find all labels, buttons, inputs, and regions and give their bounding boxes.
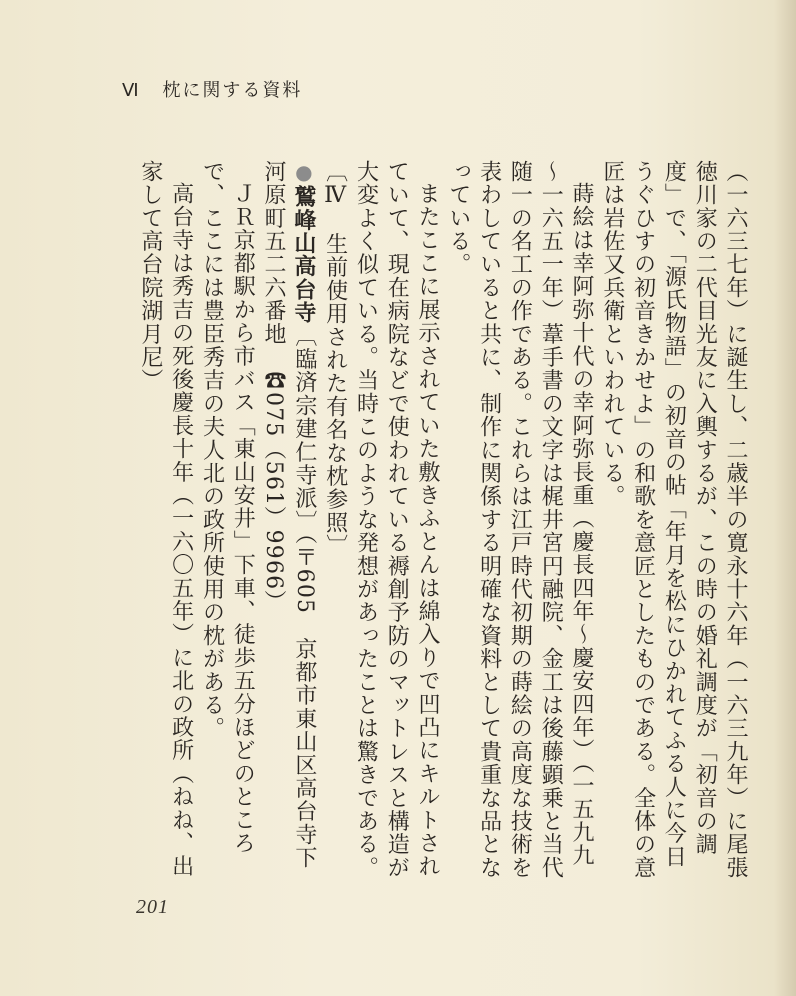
paragraph-4: ＪＲ京都駅から市バス「東山安井」下車、徒歩五分ほどのところで、ここには豊臣秀吉の夫人北の政所使用の枕がある。 — [199, 160, 256, 855]
running-header — [122, 76, 302, 102]
page-edge-shadow — [774, 0, 796, 996]
page-number: 201 — [136, 896, 169, 918]
paragraph-5: 高台寺は秀吉の死後慶長十年（一六〇五年）に北の政所（ねね、出家して高台院湖月尼） — [137, 160, 194, 878]
vertical-body-text — [110, 160, 750, 890]
section-number: Ⅵ — [122, 80, 141, 100]
paragraph-3: またここに展示されていた敷きふとんは綿入りで凹凸にキルトされていて、現在病院などで使われている褥創予防のマットレスと構造が大変よく似ている。当時このような発想があったことは驚きである。〔Ⅳ 生前使用された有名な枕参照〕 — [322, 160, 441, 880]
chapter-title: 枕に関する資料 — [162, 80, 303, 101]
temple-sect: 〔臨済宗建仁寺派〕 — [291, 324, 317, 534]
bullet-icon: ● — [291, 160, 316, 186]
temple-entry — [257, 160, 319, 890]
temple-address: （〒605 京都市東山区高台寺下河原町五二六番地 ☎075（561）9966） — [261, 160, 317, 870]
paragraph-2: 蒔絵は幸阿弥十代の幸阿弥長重（慶長四年～慶安四年）（一五九九～一六五一年）葦手書の文字は梶井宮円融院、金工は後藤顕乗と当代随一の名工の作である。これらは江戸時代初期の蒔絵の高度な技術を表わしていると共に、制作に関係する明確な資料として貴重な品となっている。 — [445, 160, 595, 880]
temple-name: 鷲峰山高台寺 — [290, 185, 317, 325]
paragraph-1: （一六三七年）に誕生し、二歳半の寛永十六年（一六三九年）に尾張徳川家の二代目光友に入輿するが、この時の婚礼調度が「初音の調度」で、「源氏物語」の初音の帖「年月を松にひかれてふる人に今日うぐひすの初音きかせよ」の和歌を意匠としたものである。全体の意匠は岩佐又兵衛といわれている。 — [599, 160, 748, 880]
